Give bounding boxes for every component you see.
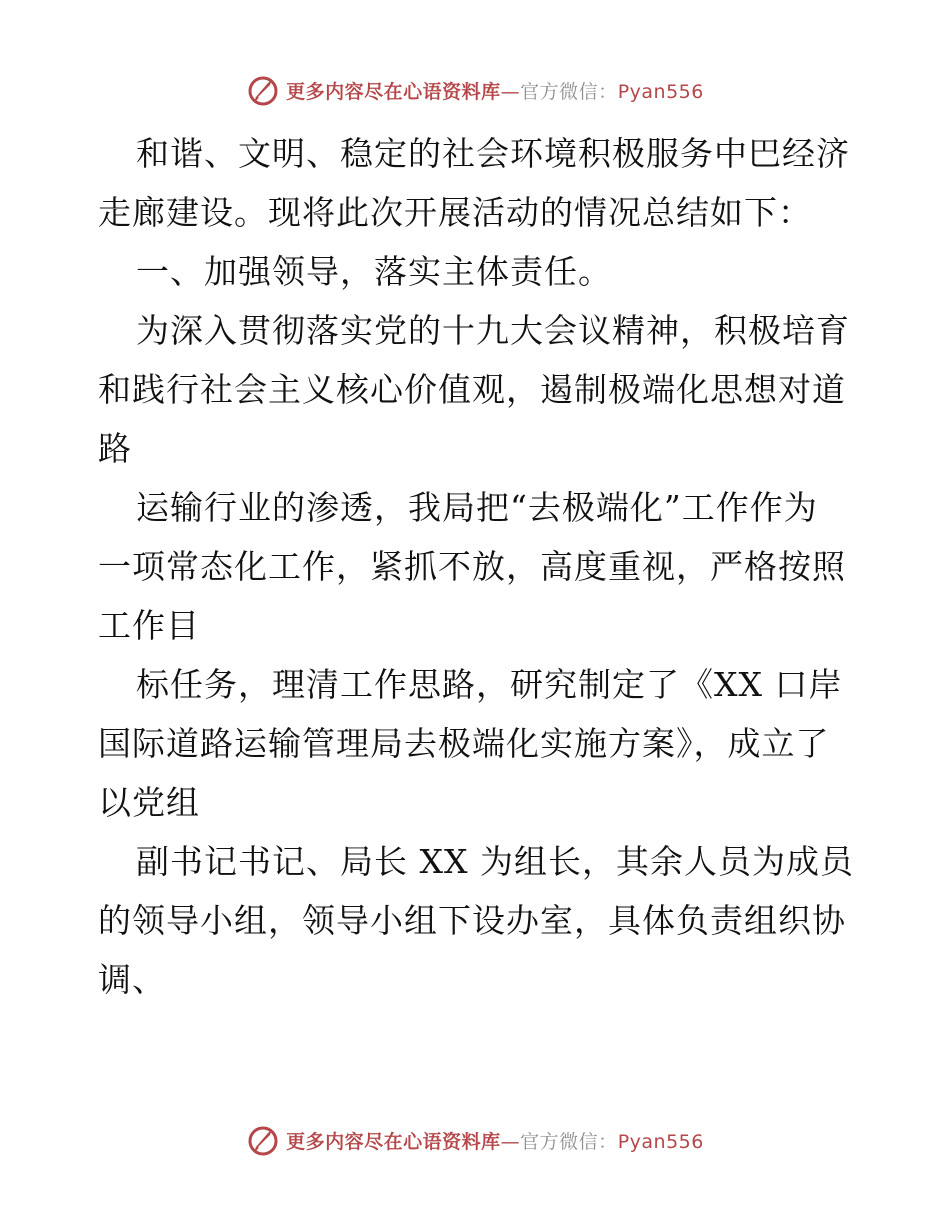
text-line: 标任务，理清工作思路，研究制定了《XX 口岸	[136, 665, 843, 704]
header-banner-text	[286, 77, 704, 104]
text-line: 以党组	[98, 783, 200, 822]
banner-site-name: 更多内容尽在心语资料库	[286, 1130, 501, 1153]
text-line: 一项常态化工作，紧抓不放，高度重视，严格按照	[98, 547, 846, 586]
banner-wechat-label: 官方微信：	[520, 80, 618, 103]
text-line: 和谐、文明、稳定的社会环境积极服务中巴经济	[136, 134, 850, 173]
banner-wechat-account: Pyan556	[617, 1130, 704, 1153]
text-line: 的领导小组，领导小组下设办室，具体负责组织协	[98, 901, 846, 940]
text-line: 为深入贯彻落实党的十九大会议精神，积极培育	[136, 311, 850, 350]
banner-wechat-label: 官方微信：	[520, 1130, 618, 1153]
text-line: 和践行社会主义核心价值观，遏制极端化思想对道	[98, 370, 846, 409]
footer-banner-text	[286, 1127, 704, 1154]
text-line: 工作目	[98, 606, 200, 645]
quill-pen-logo-icon	[246, 1123, 280, 1157]
text-line: 路	[98, 429, 132, 468]
banner-dash: —	[500, 80, 521, 103]
banner-site-name: 更多内容尽在心语资料库	[286, 80, 501, 103]
banner-wechat-account: Pyan556	[617, 80, 704, 103]
document-body	[98, 124, 858, 1009]
text-line: 调、	[98, 960, 166, 999]
banner-dash: —	[500, 1130, 521, 1153]
text-line: 国际道路运输管理局去极端化实施方案》，成立了	[98, 724, 830, 763]
text-line: 走廊建设。现将此次开展活动的情况总结如下：	[98, 193, 812, 232]
text-line: 运输行业的渗透，我局把“去极端化”工作作为	[136, 488, 818, 527]
text-line: 副书记书记、局长 XX 为组长，其余人员为成员	[136, 842, 854, 881]
header-banner	[0, 70, 950, 110]
quill-pen-logo-icon	[246, 73, 280, 107]
section-heading: 一、加强领导，落实主体责任。	[136, 252, 612, 291]
footer-banner	[0, 1120, 950, 1160]
